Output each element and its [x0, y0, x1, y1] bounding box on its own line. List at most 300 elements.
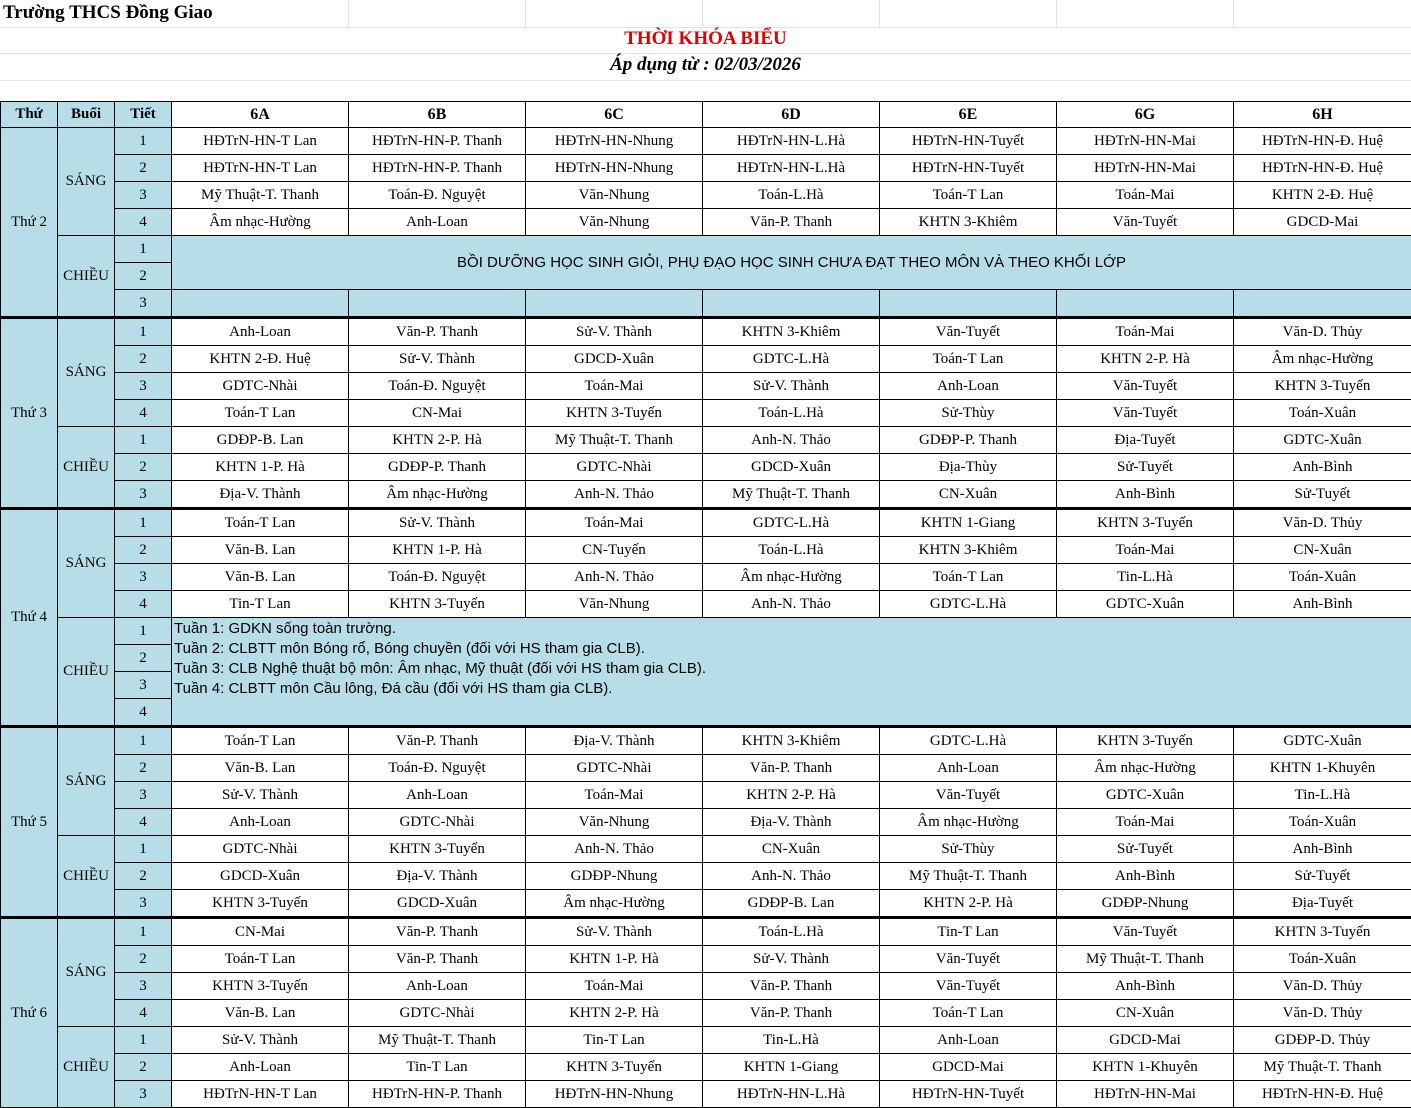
- lesson-cell[interactable]: Toán-T Lan: [880, 182, 1057, 209]
- period-number: 2: [115, 537, 172, 564]
- table-row: [1, 591, 1411, 618]
- lesson-cell[interactable]: GDTC-Xuân: [1057, 591, 1234, 618]
- col-header-session: Buổi: [58, 102, 115, 128]
- lesson-cell[interactable]: Văn-Tuyết: [1057, 373, 1234, 400]
- lesson-cell[interactable]: Anh-N. Thảo: [526, 481, 703, 509]
- lesson-cell[interactable]: Sử-V. Thành: [703, 946, 880, 973]
- period-number: 2: [115, 863, 172, 890]
- lesson-cell[interactable]: Văn-B. Lan: [172, 1000, 349, 1027]
- lesson-cell[interactable]: Văn-B. Lan: [172, 537, 349, 564]
- lesson-cell[interactable]: Văn-Nhung: [526, 591, 703, 618]
- lesson-cell[interactable]: Văn-B. Lan: [172, 564, 349, 591]
- lesson-cell[interactable]: KHTN 3-Tuyến: [1057, 509, 1234, 537]
- lesson-cell[interactable]: Toán-L.Hà: [703, 182, 880, 209]
- lesson-cell[interactable]: Toán-Xuân: [1234, 564, 1411, 591]
- period-number: 2: [115, 155, 172, 182]
- lesson-cell[interactable]: Âm nhạc-Hường: [1234, 346, 1411, 373]
- lesson-cell[interactable]: Âm nhạc-Hường: [880, 809, 1057, 836]
- period-number: 1: [115, 318, 172, 346]
- table-row: [1, 618, 1411, 645]
- lesson-cell[interactable]: GDĐP-P. Thanh: [880, 427, 1057, 454]
- lesson-cell[interactable]: Văn-D. Thủy: [1234, 509, 1411, 537]
- period-number: 1: [115, 509, 172, 537]
- lesson-cell[interactable]: Toán-Mai: [526, 509, 703, 537]
- lesson-cell[interactable]: Mỹ Thuật-T. Thanh: [526, 427, 703, 454]
- lesson-cell[interactable]: HĐTrN-HN-Nhung: [526, 155, 703, 182]
- lesson-cell[interactable]: Toán-Đ. Nguyệt: [349, 182, 526, 209]
- lesson-cell[interactable]: CN-Xuân: [880, 481, 1057, 509]
- lesson-cell[interactable]: KHTN 1-Khuyên: [1234, 755, 1411, 782]
- table-row: [1, 564, 1411, 591]
- lesson-cell[interactable]: GDTC-Nhài: [526, 454, 703, 481]
- lesson-cell[interactable]: KHTN 1-Giang: [703, 1054, 880, 1081]
- lesson-cell[interactable]: KHTN 1-P. Hà: [526, 946, 703, 973]
- lesson-cell[interactable]: Toán-Đ. Nguyệt: [349, 373, 526, 400]
- lesson-cell[interactable]: Sử-Tuyết: [1057, 454, 1234, 481]
- lesson-cell[interactable]: Văn-D. Thủy: [1234, 1000, 1411, 1027]
- period-number: 1: [115, 727, 172, 755]
- lesson-cell[interactable]: Anh-Loan: [172, 318, 349, 346]
- lesson-cell[interactable]: GDCD-Mai: [880, 1054, 1057, 1081]
- lesson-cell[interactable]: Âm nhạc-Hường: [1057, 755, 1234, 782]
- lesson-cell[interactable]: HĐTrN-HN-P. Thanh: [349, 155, 526, 182]
- table-row: [1, 400, 1411, 427]
- lesson-cell[interactable]: Toán-Mai: [526, 973, 703, 1000]
- lesson-cell[interactable]: Anh-Bình: [1234, 454, 1411, 481]
- lesson-cell[interactable]: Toán-Mai: [526, 782, 703, 809]
- col-header-class: 6H: [1234, 102, 1411, 128]
- lesson-cell[interactable]: HĐTrN-HN-Mai: [1057, 155, 1234, 182]
- lesson-cell[interactable]: Sử-Thùy: [880, 400, 1057, 427]
- table-row: [1, 236, 1411, 263]
- lesson-cell[interactable]: GDTC-L.Hà: [703, 509, 880, 537]
- lesson-cell[interactable]: KHTN 2-Đ. Huệ: [1234, 182, 1411, 209]
- lesson-cell[interactable]: Anh-N. Thảo: [703, 591, 880, 618]
- lesson-cell[interactable]: Toán-L.Hà: [703, 918, 880, 946]
- lesson-cell[interactable]: Âm nhạc-Hường: [349, 481, 526, 509]
- lesson-cell[interactable]: Mỹ Thuật-T. Thanh: [172, 182, 349, 209]
- lesson-cell[interactable]: Sử-V. Thành: [349, 509, 526, 537]
- lesson-cell[interactable]: Văn-Tuyết: [880, 318, 1057, 346]
- period-number: 2: [115, 346, 172, 373]
- lesson-cell[interactable]: Văn-Tuyết: [1057, 209, 1234, 236]
- lesson-cell[interactable]: Địa-V. Thành: [526, 727, 703, 755]
- lesson-cell[interactable]: Tin-L.Hà: [1234, 782, 1411, 809]
- afternoon-banner: BỒI DƯỠNG HỌC SINH GIỎI, PHỤ ĐẠO HỌC SINH CHƯA ĐẠT THEO MÔN VÀ THEO KHỐI LỚP: [172, 236, 1411, 290]
- lesson-cell[interactable]: Văn-Nhung: [526, 209, 703, 236]
- note-line: Tuần 4: CLBTT môn Cầu lông, Đá cầu (đối với HS tham gia CLB).: [174, 679, 1411, 699]
- lesson-cell[interactable]: Văn-Tuyết: [1057, 918, 1234, 946]
- col-header-class: 6B: [349, 102, 526, 128]
- lesson-cell[interactable]: Anh-Loan: [880, 1027, 1057, 1054]
- lesson-cell[interactable]: KHTN 3-Khiêm: [703, 318, 880, 346]
- lesson-cell[interactable]: GDTC-Nhài: [349, 809, 526, 836]
- table-row: [1, 890, 1411, 918]
- empty-cell: [349, 290, 526, 318]
- lesson-cell[interactable]: GDCD-Xuân: [526, 346, 703, 373]
- lesson-cell[interactable]: Văn-Nhung: [526, 182, 703, 209]
- period-number: 1: [115, 128, 172, 155]
- lesson-cell[interactable]: KHTN 3-Tuyến: [172, 973, 349, 1000]
- col-header-day: Thứ: [1, 102, 58, 128]
- lesson-cell[interactable]: Âm nhạc-Hường: [703, 564, 880, 591]
- lesson-cell[interactable]: Địa-V. Thành: [703, 809, 880, 836]
- lesson-cell[interactable]: Toán-Mai: [526, 373, 703, 400]
- lesson-cell[interactable]: KHTN 1-P. Hà: [172, 454, 349, 481]
- lesson-cell[interactable]: Sử-V. Thành: [526, 318, 703, 346]
- table-row: [1, 863, 1411, 890]
- afternoon-notes: [172, 618, 1411, 727]
- lesson-cell[interactable]: Toán-Mai: [1057, 537, 1234, 564]
- lesson-cell[interactable]: Sử-Tuyết: [1234, 863, 1411, 890]
- lesson-cell[interactable]: GDTC-Xuân: [1057, 782, 1234, 809]
- timetable: [0, 101, 1411, 1108]
- lesson-cell[interactable]: GDTC-Nhài: [172, 373, 349, 400]
- lesson-cell[interactable]: Mỹ Thuật-T. Thanh: [703, 481, 880, 509]
- lesson-cell[interactable]: HĐTrN-HN-Mai: [1057, 128, 1234, 155]
- lesson-cell[interactable]: GDTC-Xuân: [1234, 727, 1411, 755]
- lesson-cell[interactable]: HĐTrN-HN-Đ. Huệ: [1234, 1081, 1411, 1108]
- lesson-cell[interactable]: Địa-Thùy: [880, 454, 1057, 481]
- lesson-cell[interactable]: HĐTrN-HN-Mai: [1057, 1081, 1234, 1108]
- session-label-afternoon: CHIỀU: [58, 236, 115, 318]
- lesson-cell[interactable]: Toán-Đ. Nguyệt: [349, 564, 526, 591]
- lesson-cell[interactable]: GDTC-L.Hà: [703, 346, 880, 373]
- lesson-cell[interactable]: HĐTrN-HN-L.Hà: [703, 128, 880, 155]
- table-row: [1, 290, 1411, 318]
- lesson-cell[interactable]: Anh-Loan: [349, 782, 526, 809]
- lesson-cell[interactable]: HĐTrN-HN-Nhung: [526, 128, 703, 155]
- col-header-class: 6A: [172, 102, 349, 128]
- empty-cell: [703, 290, 880, 318]
- lesson-cell[interactable]: Văn-Tuyết: [1057, 400, 1234, 427]
- lesson-cell[interactable]: GDĐP-P. Thanh: [349, 454, 526, 481]
- lesson-cell[interactable]: HĐTrN-HN-Đ. Huệ: [1234, 128, 1411, 155]
- period-number: 1: [115, 427, 172, 454]
- lesson-cell[interactable]: Văn-P. Thanh: [703, 973, 880, 1000]
- lesson-cell[interactable]: Văn-Tuyết: [880, 782, 1057, 809]
- lesson-cell[interactable]: Toán-Xuân: [1234, 400, 1411, 427]
- lesson-cell[interactable]: KHTN 3-Tuyến: [349, 836, 526, 863]
- lesson-cell[interactable]: GDTC-Xuân: [1234, 427, 1411, 454]
- period-number: 2: [115, 1054, 172, 1081]
- table-row: [1, 1081, 1411, 1108]
- lesson-cell[interactable]: HĐTrN-HN-T Lan: [172, 1081, 349, 1108]
- period-number: 3: [115, 890, 172, 918]
- table-row: [1, 946, 1411, 973]
- lesson-cell[interactable]: GDĐP-B. Lan: [703, 890, 880, 918]
- lesson-cell[interactable]: HĐTrN-HN-Tuyết: [880, 1081, 1057, 1108]
- lesson-cell[interactable]: KHTN 3-Khiêm: [880, 537, 1057, 564]
- period-number: 1: [115, 236, 172, 263]
- lesson-cell[interactable]: Anh-Loan: [349, 209, 526, 236]
- lesson-cell[interactable]: Văn-Nhung: [526, 809, 703, 836]
- lesson-cell[interactable]: Mỹ Thuật-T. Thanh: [1234, 1054, 1411, 1081]
- period-number: 2: [115, 454, 172, 481]
- lesson-cell[interactable]: Toán-T Lan: [172, 400, 349, 427]
- session-label-afternoon: CHIỀU: [58, 1027, 115, 1108]
- lesson-cell[interactable]: Tin-T Lan: [526, 1027, 703, 1054]
- lesson-cell[interactable]: HĐTrN-HN-P. Thanh: [349, 1081, 526, 1108]
- period-number: 4: [115, 209, 172, 236]
- lesson-cell[interactable]: HĐTrN-HN-L.Hà: [703, 155, 880, 182]
- lesson-cell[interactable]: GDĐP-Nhung: [526, 863, 703, 890]
- table-row: [1, 454, 1411, 481]
- period-number: 1: [115, 1027, 172, 1054]
- lesson-cell[interactable]: KHTN 3-Tuyến: [526, 1054, 703, 1081]
- table-row: [1, 209, 1411, 236]
- lesson-cell[interactable]: Sử-V. Thành: [349, 346, 526, 373]
- period-number: 3: [115, 290, 172, 318]
- lesson-cell[interactable]: KHTN 2-P. Hà: [1057, 346, 1234, 373]
- session-label-morning: SÁNG: [58, 727, 115, 836]
- lesson-cell[interactable]: GDĐP-D. Thủy: [1234, 1027, 1411, 1054]
- table-row: [1, 1027, 1411, 1054]
- period-number: 4: [115, 591, 172, 618]
- lesson-cell[interactable]: Anh-N. Thảo: [526, 564, 703, 591]
- lesson-cell[interactable]: GDCD-Xuân: [172, 863, 349, 890]
- table-row: [1, 918, 1411, 946]
- lesson-cell[interactable]: Anh-Bình: [1057, 973, 1234, 1000]
- lesson-cell[interactable]: Tin-L.Hà: [1057, 564, 1234, 591]
- lesson-cell[interactable]: GDTC-Nhài: [349, 1000, 526, 1027]
- lesson-cell[interactable]: Tin-L.Hà: [703, 1027, 880, 1054]
- lesson-cell[interactable]: HĐTrN-HN-T Lan: [172, 155, 349, 182]
- lesson-cell[interactable]: Văn-B. Lan: [172, 755, 349, 782]
- period-number: 1: [115, 918, 172, 946]
- lesson-cell[interactable]: KHTN 3-Khiêm: [703, 727, 880, 755]
- col-header-class: 6E: [880, 102, 1057, 128]
- day-label: Thứ 3: [1, 318, 58, 509]
- lesson-cell[interactable]: KHTN 1-Giang: [880, 509, 1057, 537]
- lesson-cell[interactable]: Toán-L.Hà: [703, 400, 880, 427]
- lesson-cell[interactable]: Toán-T Lan: [880, 1000, 1057, 1027]
- table-row: [1, 427, 1411, 454]
- lesson-cell[interactable]: Sử-Tuyết: [1234, 481, 1411, 509]
- table-row: [1, 1054, 1411, 1081]
- lesson-cell[interactable]: Sử-V. Thành: [172, 1027, 349, 1054]
- table-row: [1, 182, 1411, 209]
- lesson-cell[interactable]: CN-Xuân: [703, 836, 880, 863]
- lesson-cell[interactable]: HĐTrN-HN-Tuyết: [880, 155, 1057, 182]
- lesson-cell[interactable]: Mỹ Thuật-T. Thanh: [880, 863, 1057, 890]
- lesson-cell[interactable]: Anh-Loan: [172, 809, 349, 836]
- period-number: 3: [115, 672, 172, 699]
- lesson-cell[interactable]: HĐTrN-HN-Đ. Huệ: [1234, 155, 1411, 182]
- lesson-cell[interactable]: KHTN 3-Tuyến: [1234, 373, 1411, 400]
- lesson-cell[interactable]: GDCD-Xuân: [349, 890, 526, 918]
- table-row: [1, 727, 1411, 755]
- lesson-cell[interactable]: Sử-V. Thành: [172, 782, 349, 809]
- lesson-cell[interactable]: Anh-Bình: [1234, 836, 1411, 863]
- lesson-cell[interactable]: Anh-Loan: [880, 755, 1057, 782]
- lesson-cell[interactable]: CN-Mai: [349, 400, 526, 427]
- session-label-afternoon: CHIỀU: [58, 427, 115, 509]
- lesson-cell[interactable]: HĐTrN-HN-Nhung: [526, 1081, 703, 1108]
- lesson-cell[interactable]: CN-Tuyến: [526, 537, 703, 564]
- lesson-cell[interactable]: Anh-Loan: [172, 1054, 349, 1081]
- session-label-morning: SÁNG: [58, 318, 115, 427]
- session-label-morning: SÁNG: [58, 918, 115, 1027]
- lesson-cell[interactable]: Anh-Bình: [1057, 863, 1234, 890]
- table-row: [1, 1000, 1411, 1027]
- lesson-cell[interactable]: HĐTrN-HN-T Lan: [172, 128, 349, 155]
- lesson-cell[interactable]: KHTN 2-P. Hà: [880, 890, 1057, 918]
- lesson-cell[interactable]: HĐTrN-HN-L.Hà: [703, 1081, 880, 1108]
- lesson-cell[interactable]: Tin-T Lan: [172, 591, 349, 618]
- lesson-cell[interactable]: Toán-T Lan: [172, 727, 349, 755]
- lesson-cell[interactable]: Toán-T Lan: [172, 946, 349, 973]
- table-row: [1, 346, 1411, 373]
- period-number: 3: [115, 481, 172, 509]
- lesson-cell[interactable]: KHTN 1-P. Hà: [349, 537, 526, 564]
- day-label: Thứ 6: [1, 918, 58, 1108]
- period-number: 2: [115, 263, 172, 290]
- period-number: 3: [115, 564, 172, 591]
- lesson-cell[interactable]: Toán-Mai: [1057, 182, 1234, 209]
- period-number: 3: [115, 782, 172, 809]
- period-number: 4: [115, 400, 172, 427]
- lesson-cell[interactable]: Văn-D. Thủy: [1234, 318, 1411, 346]
- lesson-cell[interactable]: Anh-N. Thảo: [703, 863, 880, 890]
- lesson-cell[interactable]: GDĐP-B. Lan: [172, 427, 349, 454]
- note-line: Tuần 1: GDKN sống toàn trường.: [174, 619, 1411, 639]
- lesson-cell[interactable]: Văn-P. Thanh: [703, 209, 880, 236]
- lesson-cell[interactable]: Văn-Tuyết: [880, 946, 1057, 973]
- lesson-cell[interactable]: Toán-T Lan: [172, 509, 349, 537]
- lesson-cell[interactable]: Sử-V. Thành: [703, 373, 880, 400]
- lesson-cell[interactable]: Văn-P. Thanh: [349, 918, 526, 946]
- lesson-cell[interactable]: Mỹ Thuật-T. Thanh: [349, 1027, 526, 1054]
- lesson-cell[interactable]: CN-Xuân: [1234, 537, 1411, 564]
- lesson-cell[interactable]: Địa-Tuyết: [1234, 890, 1411, 918]
- lesson-cell[interactable]: KHTN 3-Tuyến: [526, 400, 703, 427]
- table-row: [1, 809, 1411, 836]
- period-number: 4: [115, 1000, 172, 1027]
- lesson-cell[interactable]: Toán-Mai: [1057, 809, 1234, 836]
- lesson-cell[interactable]: GDTC-Nhài: [526, 755, 703, 782]
- period-number: 3: [115, 1081, 172, 1108]
- lesson-cell[interactable]: HĐTrN-HN-Tuyết: [880, 128, 1057, 155]
- lesson-cell[interactable]: GDTC-L.Hà: [880, 727, 1057, 755]
- lesson-cell[interactable]: KHTN 3-Tuyến: [349, 591, 526, 618]
- table-row: [1, 782, 1411, 809]
- lesson-cell[interactable]: Toán-Mai: [1057, 318, 1234, 346]
- lesson-cell[interactable]: Toán-T Lan: [880, 564, 1057, 591]
- lesson-cell[interactable]: Toán-Xuân: [1234, 946, 1411, 973]
- session-label-morning: SÁNG: [58, 128, 115, 236]
- lesson-cell[interactable]: Anh-Bình: [1234, 591, 1411, 618]
- lesson-cell[interactable]: KHTN 3-Khiêm: [880, 209, 1057, 236]
- lesson-cell[interactable]: GDĐP-Nhung: [1057, 890, 1234, 918]
- lesson-cell[interactable]: Sử-V. Thành: [526, 918, 703, 946]
- lesson-cell[interactable]: Văn-P. Thanh: [349, 727, 526, 755]
- lesson-cell[interactable]: Tin-T Lan: [349, 1054, 526, 1081]
- lesson-cell[interactable]: KHTN 3-Tuyến: [1057, 727, 1234, 755]
- lesson-cell[interactable]: KHTN 2-P. Hà: [526, 1000, 703, 1027]
- lesson-cell[interactable]: Văn-P. Thanh: [703, 1000, 880, 1027]
- lesson-cell[interactable]: Âm nhạc-Hường: [172, 209, 349, 236]
- lesson-cell[interactable]: Tin-T Lan: [880, 918, 1057, 946]
- lesson-cell[interactable]: GDCD-Xuân: [703, 454, 880, 481]
- lesson-cell[interactable]: Sử-Tuyết: [1057, 836, 1234, 863]
- empty-cell: [880, 290, 1057, 318]
- table-row: [1, 509, 1411, 537]
- lesson-cell[interactable]: HĐTrN-HN-P. Thanh: [349, 128, 526, 155]
- lesson-cell[interactable]: GDCD-Mai: [1234, 209, 1411, 236]
- lesson-cell[interactable]: KHTN 1-Khuyên: [1057, 1054, 1234, 1081]
- period-number: 1: [115, 836, 172, 863]
- period-number: 2: [115, 755, 172, 782]
- col-header-class: 6D: [703, 102, 880, 128]
- lesson-cell[interactable]: KHTN 3-Tuyến: [172, 890, 349, 918]
- lesson-cell[interactable]: Anh-Loan: [880, 373, 1057, 400]
- table-row: [1, 318, 1411, 346]
- col-header-class: 6G: [1057, 102, 1234, 128]
- table-row: [1, 973, 1411, 1000]
- period-number: 1: [115, 618, 172, 645]
- lesson-cell[interactable]: Mỹ Thuật-T. Thanh: [1057, 946, 1234, 973]
- lesson-cell[interactable]: Toán-Xuân: [1234, 809, 1411, 836]
- session-label-morning: SÁNG: [58, 509, 115, 618]
- lesson-cell[interactable]: Toán-T Lan: [880, 346, 1057, 373]
- header-row: [1, 102, 1411, 128]
- lesson-cell[interactable]: Toán-Đ. Nguyệt: [349, 755, 526, 782]
- lesson-cell[interactable]: Văn-P. Thanh: [349, 318, 526, 346]
- lesson-cell[interactable]: Sử-Thùy: [880, 836, 1057, 863]
- lesson-cell[interactable]: KHTN 2-P. Hà: [703, 782, 880, 809]
- col-header-class: 6C: [526, 102, 703, 128]
- period-number: 4: [115, 699, 172, 727]
- lesson-cell[interactable]: CN-Mai: [172, 918, 349, 946]
- lesson-cell[interactable]: GDTC-L.Hà: [880, 591, 1057, 618]
- lesson-cell[interactable]: CN-Xuân: [1057, 1000, 1234, 1027]
- empty-cell: [1057, 290, 1234, 318]
- day-label: Thứ 5: [1, 727, 58, 918]
- lesson-cell[interactable]: Toán-L.Hà: [703, 537, 880, 564]
- empty-cell: [1234, 290, 1411, 318]
- lesson-cell[interactable]: KHTN 3-Tuyến: [1234, 918, 1411, 946]
- lesson-cell[interactable]: Anh-Loan: [349, 973, 526, 1000]
- lesson-cell[interactable]: KHTN 2-P. Hà: [349, 427, 526, 454]
- lesson-cell[interactable]: Văn-P. Thanh: [703, 755, 880, 782]
- lesson-cell[interactable]: Văn-Tuyết: [880, 973, 1057, 1000]
- lesson-cell[interactable]: Văn-D. Thủy: [1234, 973, 1411, 1000]
- table-row: [1, 836, 1411, 863]
- lesson-cell[interactable]: Địa-V. Thành: [349, 863, 526, 890]
- period-number: 3: [115, 973, 172, 1000]
- lesson-cell[interactable]: GDTC-Nhài: [172, 836, 349, 863]
- session-label-afternoon: CHIỀU: [58, 618, 115, 727]
- period-number: 2: [115, 946, 172, 973]
- table-row: [1, 373, 1411, 400]
- col-header-period: Tiết: [115, 102, 172, 128]
- lesson-cell[interactable]: KHTN 2-Đ. Huệ: [172, 346, 349, 373]
- table-row: [1, 481, 1411, 509]
- lesson-cell[interactable]: Anh-N. Thảo: [526, 836, 703, 863]
- lesson-cell[interactable]: Anh-N. Thảo: [703, 427, 880, 454]
- lesson-cell[interactable]: Địa-Tuyết: [1057, 427, 1234, 454]
- lesson-cell[interactable]: Anh-Bình: [1057, 481, 1234, 509]
- effective-date: Áp dụng từ : 02/03/2026: [0, 54, 1411, 76]
- lesson-cell[interactable]: GDCD-Mai: [1057, 1027, 1234, 1054]
- empty-cell: [526, 290, 703, 318]
- lesson-cell[interactable]: Địa-V. Thành: [172, 481, 349, 509]
- table-row: [1, 755, 1411, 782]
- table-row: [1, 537, 1411, 564]
- lesson-cell[interactable]: Âm nhạc-Hường: [526, 890, 703, 918]
- lesson-cell[interactable]: Văn-P. Thanh: [349, 946, 526, 973]
